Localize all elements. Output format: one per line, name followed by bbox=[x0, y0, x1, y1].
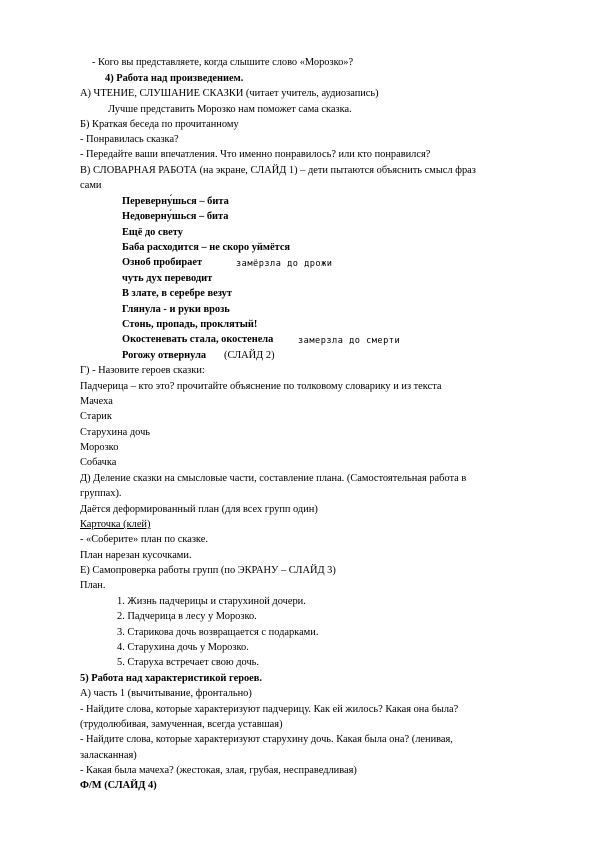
reading-heading: А) ЧТЕНИЕ, СЛУШАНИЕ СКАЗКИ (читает учитель, аудиозапись) bbox=[80, 88, 379, 99]
vocab-item: Рогожу отвернула bbox=[122, 350, 207, 361]
hero-item: Мачеха bbox=[80, 396, 113, 407]
vocab-item: Недоверну́шься – бита bbox=[122, 211, 229, 222]
plan-label: План. bbox=[80, 580, 106, 591]
vocab-item: Баба расходится – не скоро уймётся bbox=[122, 242, 291, 253]
question-stepmother: - Какая была мачеха? (жестокая, злая, грубая, несправедливая) bbox=[80, 765, 357, 776]
plan-item: 5. Старуха встречает свою дочь. bbox=[117, 657, 260, 668]
question-padcheritsa: - Найдите слова, которые характеризуют падчерицу. Как ей жилось? Какая она была? bbox=[80, 704, 459, 715]
vocab-item: чуть дух переводит bbox=[122, 273, 213, 284]
vocab-item: В злате, в серебре везут bbox=[122, 288, 232, 299]
vocab-item: Глянула - и руки врозь bbox=[122, 304, 230, 315]
deformed-plan-line: Даётся деформированный план (для всех групп один) bbox=[80, 504, 318, 515]
handwritten-note: замерзла до смерти bbox=[298, 336, 401, 346]
selfcheck-heading: Е) Самопроверка работы групп (по ЭКРАНУ – СЛАЙД 3) bbox=[80, 565, 336, 576]
question-daughter: - Найдите слова, которые характеризуют старухину дочь. Какая была она? (ленивая, bbox=[80, 734, 453, 745]
slide-note: (СЛАЙД 2) bbox=[224, 350, 275, 361]
question-moroz: - Кого вы представляете, когда слышите слово «Морозко»? bbox=[92, 57, 354, 68]
vocab-item: Окостеневать стала, окостенела bbox=[122, 334, 274, 345]
plan-item: 4. Старухина дочь у Морозко. bbox=[117, 642, 249, 653]
plan-item: 3. Старикова дочь возвращается с подарками. bbox=[117, 627, 319, 638]
plan-item: 2. Падчерица в лесу у Морозко. bbox=[117, 611, 257, 622]
vocab-item: Стонь, пропадь, проклятый! bbox=[122, 319, 258, 330]
card-label: Карточка (клей) bbox=[80, 519, 151, 530]
section-work-title: 4) Работа над произведением. bbox=[105, 73, 244, 84]
section-character-title: 5) Работа над характеристикой героев. bbox=[80, 673, 262, 684]
heroes-heading: Г) - Назовите героев сказки: bbox=[80, 365, 205, 376]
question-liked: - Понравилась сказка? bbox=[80, 134, 179, 145]
handwritten-note: замёрзла до дрожи bbox=[236, 259, 333, 269]
plan-cut-line: План нарезан кусочками. bbox=[80, 550, 192, 561]
fm-slide-line: Ф/М (СЛАЙД 4) bbox=[80, 780, 157, 791]
plan-item: 1. Жизнь падчерицы и старухиной дочери. bbox=[117, 596, 306, 607]
collect-plan-line: - «Соберите» план по сказке. bbox=[80, 534, 208, 545]
division-heading: Д) Деление сказки на смысловые части, составление плана. (Самостоятельная работа в bbox=[80, 473, 467, 484]
vocab-heading: В) СЛОВАРНАЯ РАБОТА (на экране, СЛАЙД 1) – дети пытаются объяснить смысл фраз bbox=[80, 165, 476, 176]
part1-heading: А) часть 1 (вычитывание, фронтально) bbox=[80, 688, 252, 699]
vocab-item: Озноб пробирает bbox=[122, 257, 203, 268]
vocab-item: Переверну́шься – бита bbox=[122, 196, 229, 207]
question-impression: - Передайте ваши впечатления. Что именно понравилось? или кто понравился? bbox=[80, 149, 431, 160]
question-daughter-cont: заласканная) bbox=[80, 750, 137, 761]
division-heading-cont: группах). bbox=[80, 488, 122, 499]
hero-item: Старик bbox=[80, 411, 112, 422]
vocab-item: Ещё до свету bbox=[122, 227, 183, 238]
reading-note: Лучше представить Морозко нам поможет сама сказка. bbox=[108, 104, 352, 115]
hero-item: Старухина дочь bbox=[80, 427, 151, 438]
talk-heading: Б) Краткая беседа по прочитанному bbox=[80, 119, 239, 130]
hero-item: Морозко bbox=[80, 442, 119, 453]
padcheritsa-line: Падчерица – кто это? прочитайте объяснение по толковому словарику и из текста bbox=[80, 381, 442, 392]
hero-item: Собачка bbox=[80, 457, 117, 468]
answer-padcheritsa: (трудолюбивая, замученная, всегда уставшая) bbox=[80, 719, 283, 730]
vocab-heading-cont: сами bbox=[80, 180, 102, 191]
